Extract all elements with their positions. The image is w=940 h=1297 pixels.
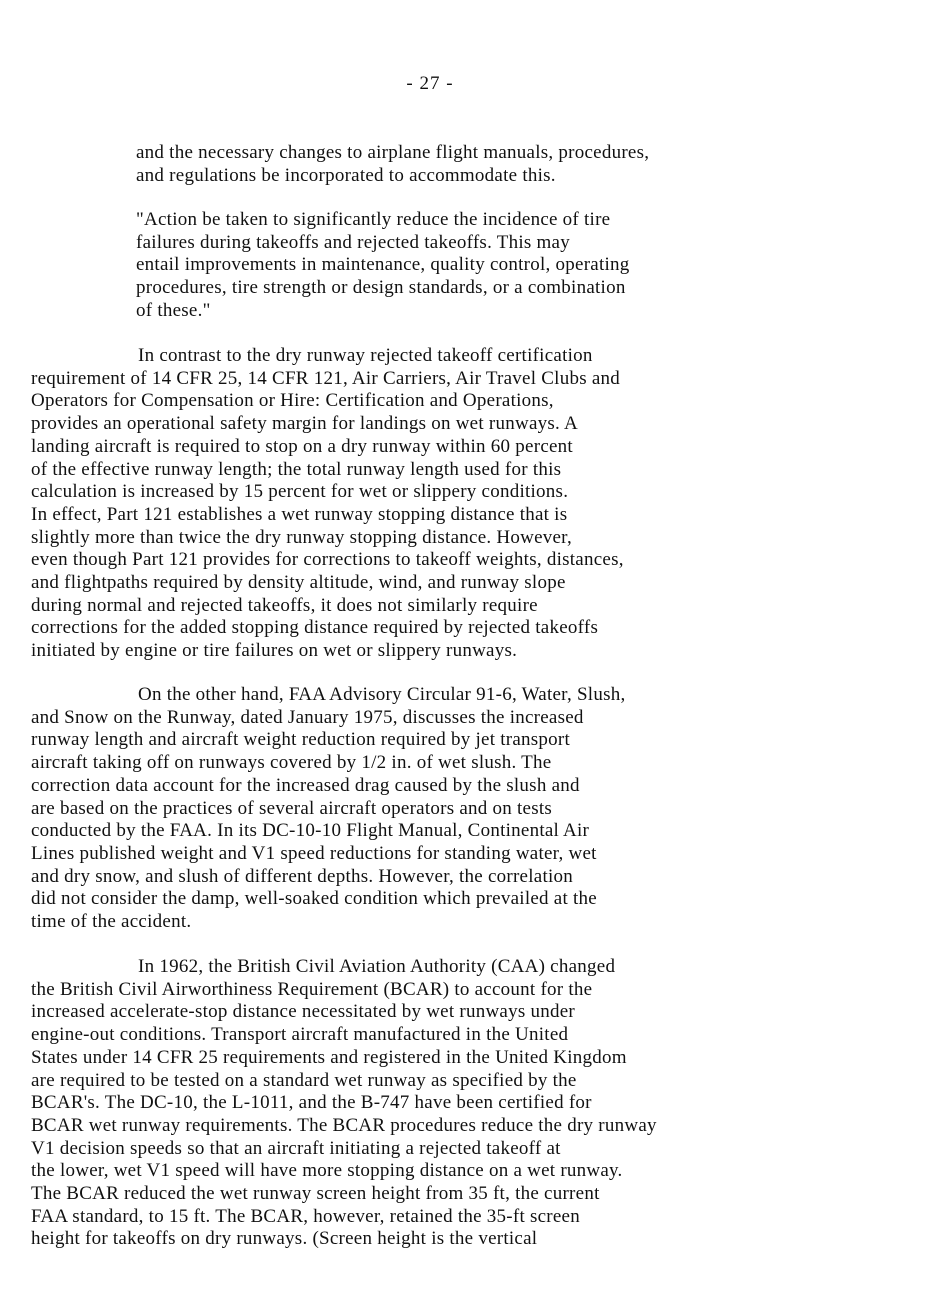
paragraph-advisory-circular [31,684,625,934]
text-line: increased accelerate-stop distance necessitated by wet runways under [31,1001,576,1023]
text-line: runway length and aircraft weight reduction required by jet transport [31,729,571,751]
text-line: and Snow on the Runway, dated January 1975, discusses the increased [31,706,584,728]
text-line: even though Part 121 provides for corrections to takeoff weights, distances, [31,549,624,571]
text-line: are based on the practices of several aircraft operators and on tests [31,797,553,819]
text-line: and regulations be incorporated to accommodate this. [136,164,556,186]
text-line: failures during takeoffs and rejected takeoffs. This may [136,231,570,253]
text-line: of the effective runway length; the total runway length used for this [31,458,562,480]
text-line: did not consider the damp, well-soaked condition which prevailed at the [31,888,597,910]
text-line: provides an operational safety margin for landings on wet runways. A [31,413,578,435]
text-line: Operators for Compensation or Hire: Certification and Operations, [31,390,554,412]
text-line: The BCAR reduced the wet runway screen height from 35 ft, the current [31,1183,600,1205]
text-line: and flightpaths required by density altitude, wind, and runway slope [31,572,566,594]
page-number: - 27 - [406,73,454,94]
paragraph-dry-runway [31,345,624,663]
text-line: BCAR's. The DC-10, the L-1011, and the B-747 have been certified for [31,1092,592,1114]
quoted-recommendation [136,209,630,323]
text-line: On the other hand, FAA Advisory Circular 91-6, Water, Slush, [138,684,626,705]
text-line: initiated by engine or tire failures on wet or slippery runways. [31,640,518,662]
text-line: requirement of 14 CFR 25, 14 CFR 121, Air Carriers, Air Travel Clubs and [31,367,621,389]
text-line: are required to be tested on a standard wet runway as specified by the [31,1069,577,1091]
text-line: V1 decision speeds so that an aircraft initiating a rejected takeoff at [31,1137,561,1159]
text-line: In effect, Part 121 establishes a wet runway stopping distance that is [31,503,568,525]
text-line: the lower, wet V1 speed will have more stopping distance on a wet runway. [31,1160,623,1182]
text-line: and the necessary changes to airplane flight manuals, procedures, [136,142,650,163]
continuation-text [136,142,649,187]
text-line: FAA standard, to 15 ft. The BCAR, however, retained the 35-ft screen [31,1205,580,1227]
text-line: BCAR wet runway requirements. The BCAR procedures reduce the dry runway [31,1114,657,1136]
text-line: aircraft taking off on runways covered by 1/2 in. of wet slush. The [31,752,552,774]
text-line: "Action be taken to significantly reduce the incidence of tire [136,209,611,230]
text-line: the British Civil Airworthiness Requirement (BCAR) to account for the [31,978,593,1000]
text-line: In contrast to the dry runway rejected takeoff certification [138,345,593,366]
text-line: height for takeoffs on dry runways. (Screen height is the vertical [31,1228,538,1250]
paragraph-british-caa [31,956,657,1251]
text-line: landing aircraft is required to stop on a dry runway within 60 percent [31,435,573,457]
text-line: time of the accident. [31,911,192,933]
text-line: conducted by the FAA. In its DC-10-10 Flight Manual, Continental Air [31,820,590,842]
text-line: entail improvements in maintenance, quality control, operating [136,254,630,276]
text-line: engine-out conditions. Transport aircraft manufactured in the United [31,1024,569,1046]
text-line: during normal and rejected takeoffs, it does not similarly require [31,594,538,616]
text-line: States under 14 CFR 25 requirements and registered in the United Kingdom [31,1046,627,1068]
text-line: procedures, tire strength or design standards, or a combination [136,277,626,299]
text-line: and dry snow, and slush of different depths. However, the correlation [31,865,574,887]
text-line: calculation is increased by 15 percent for wet or slippery conditions. [31,481,569,503]
text-line: corrections for the added stopping distance required by rejected takeoffs [31,617,599,639]
text-line: correction data account for the increased drag caused by the slush and [31,774,580,796]
text-line: Lines published weight and V1 speed reductions for standing water, wet [31,842,597,864]
text-line: of these." [136,299,211,321]
text-line: In 1962, the British Civil Aviation Authority (CAA) changed [138,956,616,977]
text-line: slightly more than twice the dry runway stopping distance. However, [31,526,573,548]
